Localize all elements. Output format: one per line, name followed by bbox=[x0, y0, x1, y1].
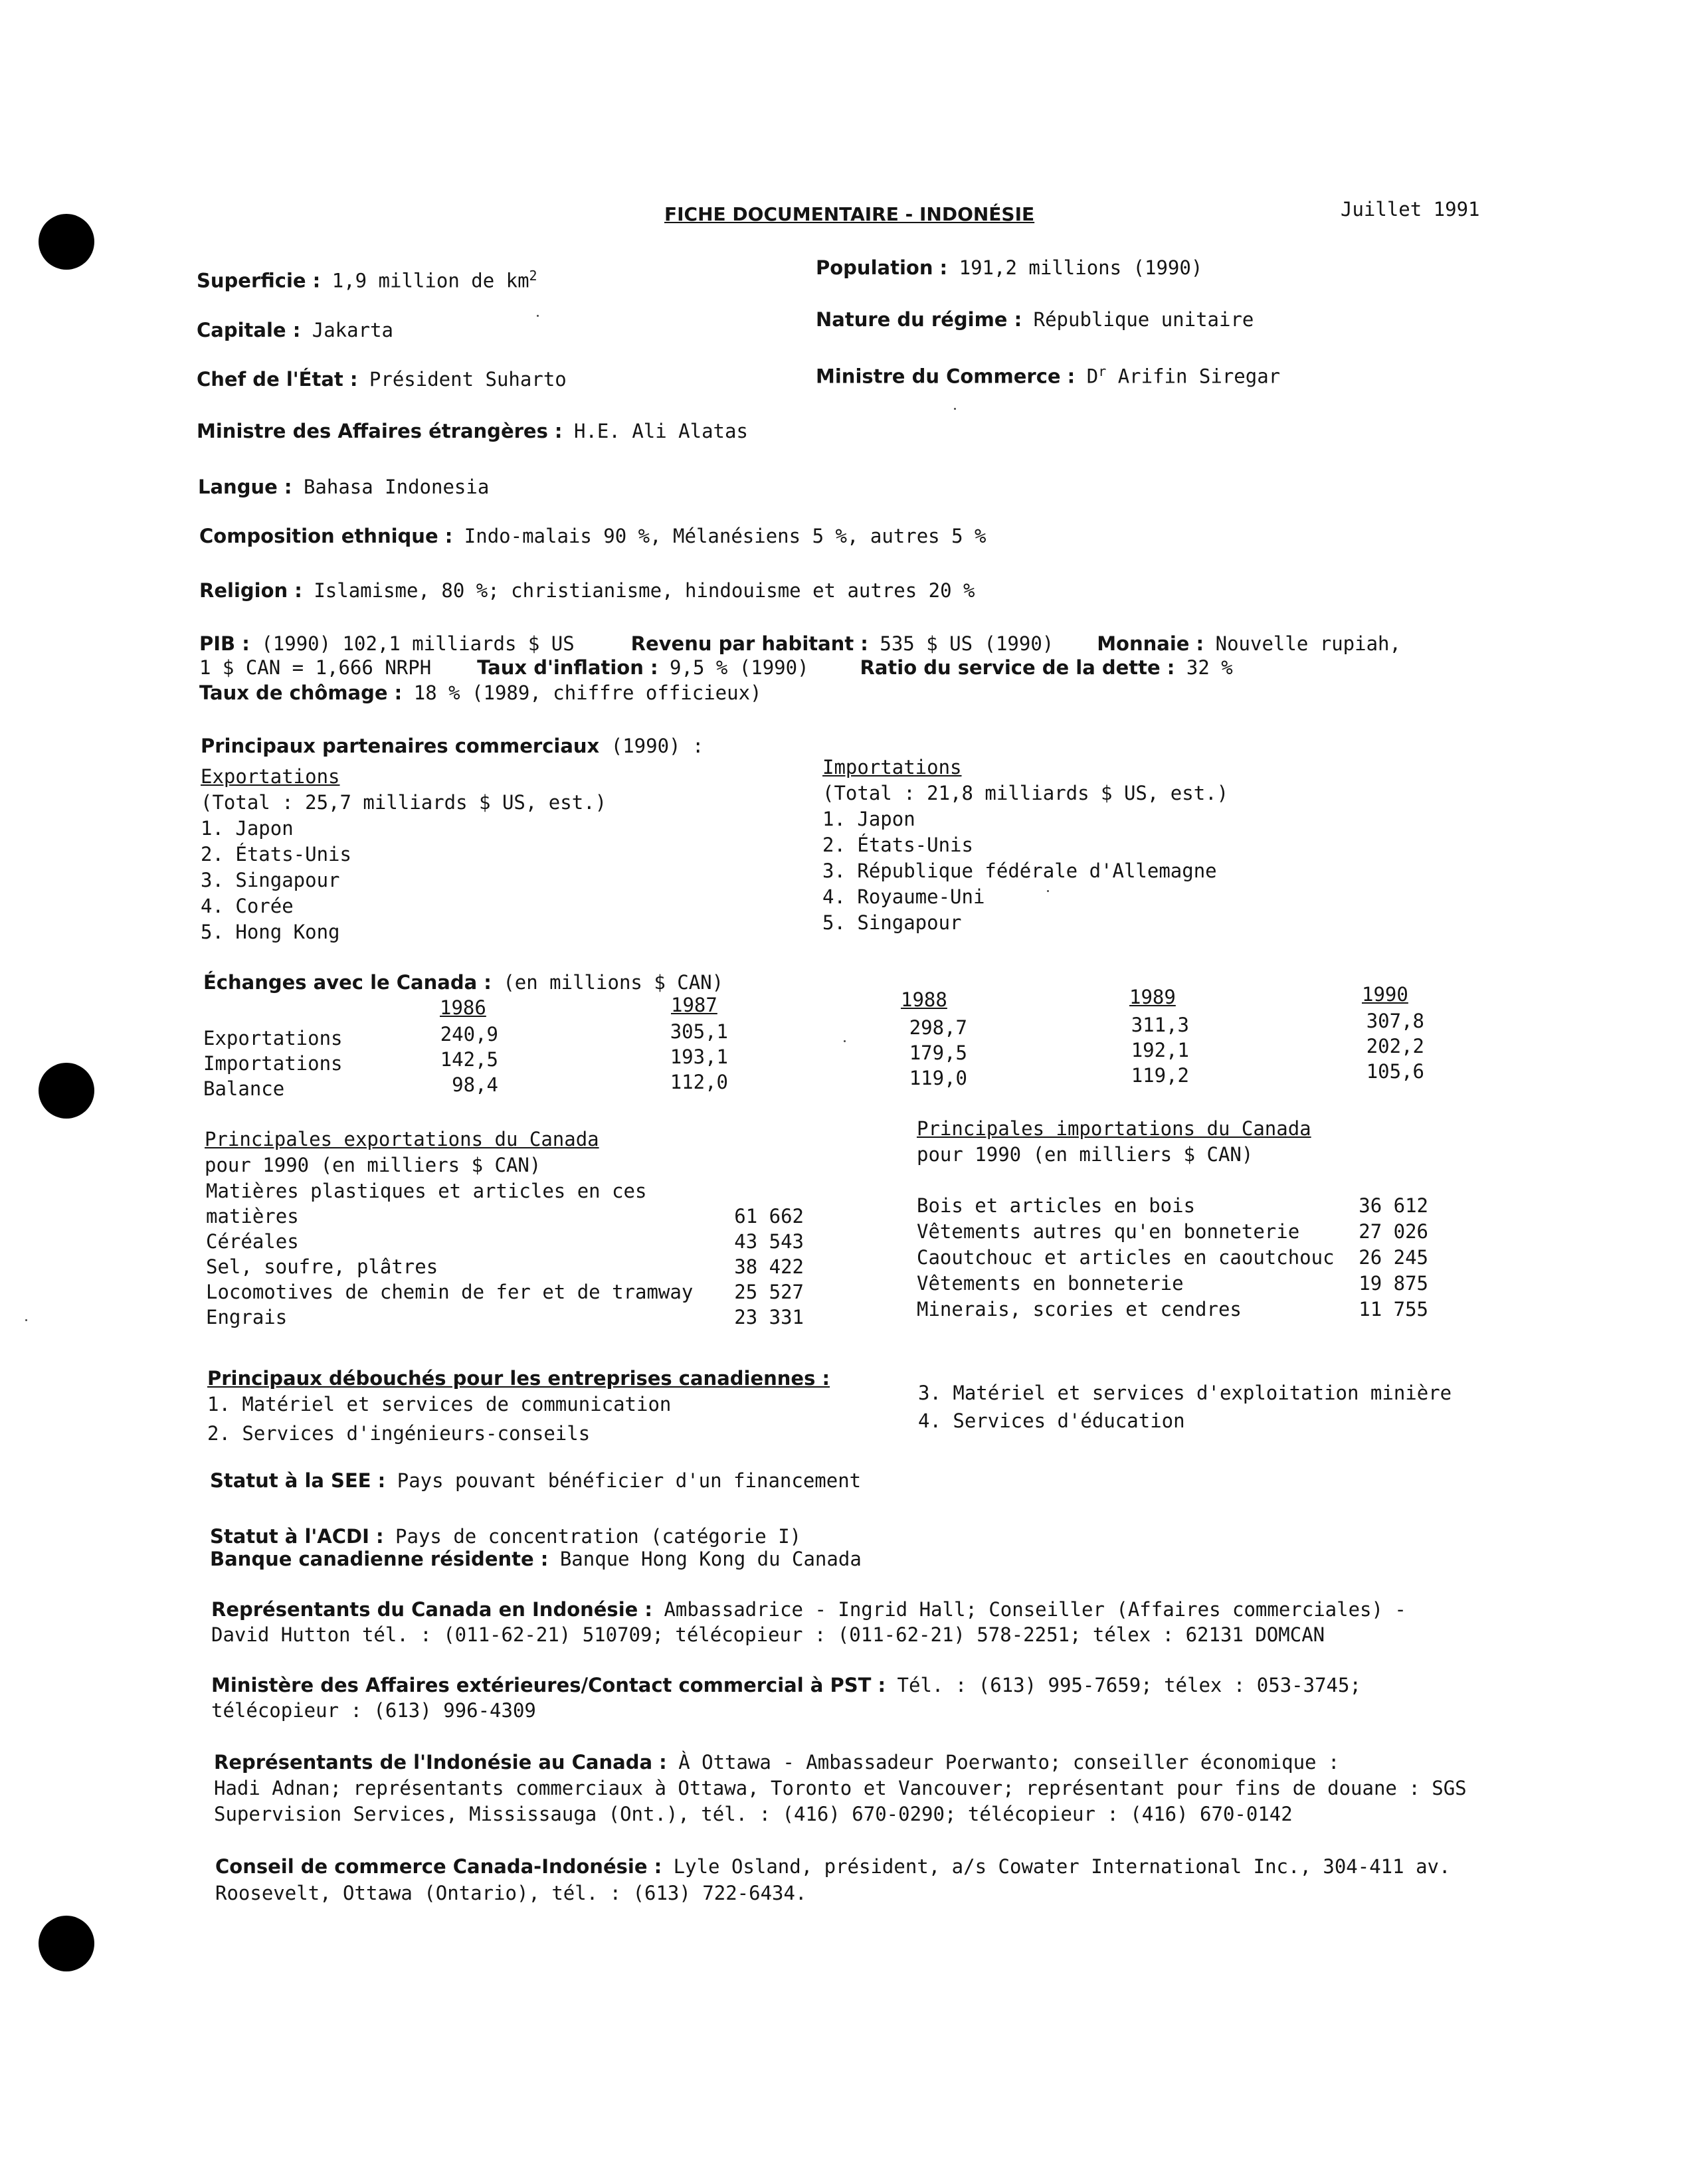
punch-hole-middle bbox=[39, 1063, 94, 1119]
langue-label: Langue : bbox=[198, 476, 292, 498]
chomage-value: 18 % (1989, chiffre officieux) bbox=[413, 682, 762, 704]
canada-imports-item-value: 19 875 bbox=[1359, 1272, 1428, 1295]
banque-label: Banque canadienne résidente : bbox=[210, 1548, 549, 1570]
canada-imports-item-label: Caoutchouc et articles en caoutchouc bbox=[917, 1246, 1335, 1269]
trade-cell: 98,4 bbox=[452, 1073, 498, 1096]
trade-cell: 119,2 bbox=[1131, 1064, 1189, 1087]
trade-year-1990: 1990 bbox=[1362, 983, 1408, 1006]
rep-canada-value: Ambassadrice - Ingrid Hall; Conseiller (Affaires commerciales) - bbox=[664, 1598, 1406, 1621]
banque-value: Banque Hong Kong du Canada bbox=[559, 1548, 862, 1570]
inflation-value: 9,5 % (1990) bbox=[670, 656, 809, 679]
rep-indonesie-line-2: Hadi Adnan; représentants commerciaux à Ottawa, Toronto et Vancouver; représentant pour fins de douane : SGS bbox=[214, 1777, 1467, 1799]
trade-row-label: Exportations bbox=[203, 1027, 343, 1049]
canada-imports-item-value: 36 612 bbox=[1359, 1194, 1428, 1217]
canada-exports-item-value: 61 662 bbox=[734, 1205, 804, 1228]
rep-indonesie-label: Représentants de l'Indonésie au Canada : bbox=[214, 1751, 667, 1774]
canada-exports-item-value: 25 527 bbox=[734, 1281, 804, 1303]
trade-cell: 298,7 bbox=[909, 1016, 967, 1039]
canada-imports-subheading: pour 1990 (en milliers $ CAN) bbox=[917, 1143, 1254, 1166]
canada-exports-item-label: Sel, soufre, plâtres bbox=[206, 1255, 438, 1278]
superficie-value: 1,9 million de km bbox=[331, 269, 529, 292]
superficie-exponent: 2 bbox=[529, 268, 537, 284]
see-status-label: Statut à la SEE : bbox=[210, 1469, 386, 1492]
trade-cell: 202,2 bbox=[1366, 1035, 1424, 1057]
ethnique-label: Composition ethnique : bbox=[199, 525, 453, 547]
partners-exports-item: 4. Corée bbox=[201, 895, 294, 917]
scan-speck bbox=[954, 408, 956, 410]
rep-canada-line-1 bbox=[211, 1597, 1406, 1622]
partners-exports-item: 1. Japon bbox=[201, 817, 294, 840]
trade-cell: 119,0 bbox=[909, 1067, 967, 1089]
ethnique-value: Indo-malais 90 %, Mélanésiens 5 %, autres 5 % bbox=[464, 525, 987, 547]
ministere-block bbox=[211, 1673, 1361, 1723]
trade-cell: 112,0 bbox=[670, 1071, 728, 1093]
opportunities-item: 3. Matériel et services d'exploitation minière bbox=[918, 1382, 1452, 1404]
opportunities-item: 2. Services d'ingénieurs-conseils bbox=[207, 1422, 591, 1445]
canada-imports bbox=[917, 1116, 1311, 1168]
partners-exports bbox=[201, 764, 607, 945]
rep-indonesie-block bbox=[214, 1750, 1467, 1827]
ministre-affaires-line bbox=[197, 418, 748, 444]
population-line bbox=[816, 255, 1202, 280]
canada-imports-heading: Principales importations du Canada bbox=[917, 1117, 1311, 1140]
dette-label: Ratio du service de la dette : bbox=[860, 656, 1175, 679]
trade-year-1986: 1986 bbox=[440, 996, 486, 1019]
canada-imports-item-label: Vêtements en bonneterie bbox=[917, 1272, 1184, 1295]
canada-imports-item-value: 11 755 bbox=[1359, 1298, 1428, 1320]
rep-canada-block bbox=[211, 1597, 1406, 1647]
conseil-line-2: Roosevelt, Ottawa (Ontario), tél. : (613) 722-6434. bbox=[215, 1882, 807, 1904]
trade-cell: 311,3 bbox=[1131, 1014, 1189, 1036]
ministre-commerce-value: Arifin Siregar bbox=[1117, 365, 1281, 388]
punch-hole-bottom bbox=[39, 1916, 94, 1971]
canada-exports-item-value: 43 543 bbox=[734, 1230, 804, 1253]
rep-indonesie-line-1 bbox=[214, 1750, 1467, 1775]
trade-heading-value: (en millions $ CAN) bbox=[503, 971, 724, 994]
taux-change: 1 $ CAN = 1,666 NRPH bbox=[199, 656, 432, 679]
document-title: FICHE DOCUMENTAIRE - INDONÉSIE bbox=[664, 203, 1035, 225]
canada-exports-item-label: matières bbox=[206, 1205, 299, 1228]
ministere-label: Ministère des Affaires extérieures/Contact commercial à PST : bbox=[211, 1674, 886, 1696]
trade-cell: 192,1 bbox=[1131, 1039, 1189, 1061]
partners-imports-item: 4. Royaume-Uni bbox=[822, 885, 985, 908]
trade-row-label: Importations bbox=[203, 1052, 343, 1075]
partners-imports-item: 3. République fédérale d'Allemagne bbox=[822, 860, 1217, 882]
canada-exports-item bbox=[206, 1254, 804, 1279]
trade-year-1989: 1989 bbox=[1129, 986, 1176, 1008]
trade-cell: 307,8 bbox=[1366, 1010, 1424, 1032]
canada-imports-item bbox=[917, 1219, 1428, 1245]
opportunities-left bbox=[207, 1390, 671, 1448]
rep-canada-line-2: David Hutton tél. : (011-62-21) 510709; télécopieur : (011-62-21) 578-2251; télex : 62131 DOMCAN bbox=[211, 1623, 1325, 1646]
trade-year-1988: 1988 bbox=[901, 988, 947, 1011]
partners-imports-heading: Importations bbox=[822, 756, 962, 778]
revenu-value: 535 $ US (1990) bbox=[880, 632, 1054, 655]
regime-label: Nature du régime : bbox=[816, 308, 1022, 331]
trade-cell: 142,5 bbox=[440, 1048, 498, 1071]
canada-imports-item-value: 27 026 bbox=[1359, 1220, 1428, 1243]
partners-heading-value: (1990) : bbox=[611, 735, 704, 757]
canada-imports-list bbox=[917, 1193, 1428, 1322]
pib-label: PIB : bbox=[199, 632, 250, 655]
ministre-commerce-title-sup: r bbox=[1098, 363, 1107, 379]
partners-imports-item: 5. Singapour bbox=[822, 911, 962, 934]
revenu-label: Revenu par habitant : bbox=[630, 632, 868, 655]
chomage-line bbox=[199, 680, 762, 705]
ministre-commerce-label: Ministre du Commerce : bbox=[816, 365, 1076, 388]
partners-exports-total: (Total : 25,7 milliards $ US, est.) bbox=[201, 791, 607, 814]
canada-exports bbox=[205, 1127, 599, 1178]
ministere-value: Tél. : (613) 995-7659; télex : 053-3745; bbox=[897, 1674, 1361, 1696]
canada-imports-item-label: Minerais, scories et cendres bbox=[917, 1298, 1242, 1320]
canada-imports-item-value: 26 245 bbox=[1359, 1246, 1428, 1269]
conseil-line-1 bbox=[215, 1853, 1450, 1880]
capitale-label: Capitale : bbox=[197, 319, 301, 341]
opportunities-right bbox=[918, 1379, 1452, 1435]
religion-label: Religion : bbox=[199, 579, 302, 602]
trade-cell: 240,9 bbox=[440, 1023, 498, 1046]
rep-indonesie-value: À Ottawa - Ambassadeur Poerwanto; conseiller économique : bbox=[678, 1751, 1340, 1774]
opportunities-item: 1. Matériel et services de communication bbox=[207, 1393, 672, 1415]
conseil-block bbox=[215, 1853, 1450, 1906]
canada-exports-item bbox=[206, 1279, 804, 1305]
chef-etat-value: Président Suharto bbox=[369, 368, 567, 391]
opportunities-heading: Principaux débouchés pour les entreprises canadiennes : bbox=[207, 1367, 830, 1390]
canada-exports-item bbox=[206, 1178, 804, 1204]
trade-heading-label: Échanges avec le Canada : bbox=[203, 971, 492, 994]
inflation-label: Taux d'inflation : bbox=[477, 656, 658, 679]
canada-exports-heading: Principales exportations du Canada bbox=[205, 1128, 599, 1150]
capitale-value: Jakarta bbox=[312, 319, 393, 341]
trade-year-1987: 1987 bbox=[671, 994, 717, 1016]
langue-value: Bahasa Indonesia bbox=[303, 476, 490, 498]
trade-cell: 105,6 bbox=[1366, 1060, 1424, 1083]
rep-indonesie-line-3: Supervision Services, Mississauga (Ont.), tél. : (416) 670-0290; télécopieur : (416) 670-0142 bbox=[214, 1803, 1293, 1825]
pib-value: (1990) 102,1 milliards $ US bbox=[261, 632, 575, 655]
canada-exports-item bbox=[206, 1204, 804, 1229]
trade-row-label: Balance bbox=[203, 1077, 285, 1100]
superficie-line bbox=[197, 263, 537, 294]
canada-imports-item bbox=[917, 1271, 1428, 1297]
canada-exports-item-label: Engrais bbox=[206, 1306, 288, 1328]
punch-hole-top bbox=[39, 214, 94, 270]
canada-exports-item-label: Matières plastiques et articles en ces bbox=[206, 1180, 647, 1202]
canada-exports-item-label: Locomotives de chemin de fer et de tramway bbox=[206, 1281, 694, 1303]
rep-canada-label: Représentants du Canada en Indonésie : bbox=[211, 1598, 652, 1621]
inflation-line bbox=[199, 655, 1233, 680]
trade-heading bbox=[203, 970, 723, 995]
partners-imports-item: 1. Japon bbox=[822, 808, 915, 830]
chomage-label: Taux de chômage : bbox=[199, 682, 403, 704]
opportunities-item: 4. Services d'éducation bbox=[918, 1410, 1185, 1432]
canada-exports-subheading: pour 1990 (en milliers $ CAN) bbox=[205, 1154, 541, 1176]
pib-line bbox=[199, 631, 1401, 656]
trade-cell: 305,1 bbox=[670, 1020, 728, 1043]
ministre-commerce-title: D bbox=[1086, 365, 1099, 388]
population-label: Population : bbox=[816, 256, 948, 279]
canada-exports-item bbox=[206, 1305, 804, 1330]
acdi-status-line bbox=[210, 1524, 801, 1549]
monnaie-value: Nouvelle rupiah, bbox=[1215, 632, 1401, 655]
canada-exports-item bbox=[206, 1229, 804, 1254]
acdi-status-label: Statut à l'ACDI : bbox=[210, 1525, 384, 1548]
document-date: Juillet 1991 bbox=[1341, 198, 1480, 221]
capitale-line bbox=[197, 318, 393, 343]
partners-imports-item: 2. États-Unis bbox=[822, 834, 973, 856]
ethnique-line bbox=[199, 523, 986, 549]
canada-exports-item-label: Céréales bbox=[206, 1230, 299, 1253]
regime-value: République unitaire bbox=[1033, 308, 1254, 331]
partners-exports-heading: Exportations bbox=[201, 765, 340, 788]
trade-cell: 179,5 bbox=[909, 1042, 967, 1064]
superficie-label: Superficie : bbox=[197, 269, 321, 292]
banque-line bbox=[210, 1546, 862, 1572]
canada-imports-item-label: Bois et articles en bois bbox=[917, 1194, 1196, 1217]
partners-exports-item: 5. Hong Kong bbox=[201, 921, 340, 943]
ministre-affaires-label: Ministre des Affaires étrangères : bbox=[197, 420, 563, 442]
canada-exports-item-value: 38 422 bbox=[734, 1255, 804, 1278]
partners-exports-item: 3. Singapour bbox=[201, 869, 340, 891]
ministre-affaires-value: H.E. Ali Alatas bbox=[574, 420, 748, 442]
langue-line bbox=[198, 474, 489, 500]
dette-value: 32 % bbox=[1186, 656, 1233, 679]
religion-value: Islamisme, 80 %; christianisme, hindouisme et autres 20 % bbox=[314, 579, 975, 602]
scan-speck bbox=[537, 315, 539, 317]
partners-heading-label: Principaux partenaires commerciaux bbox=[201, 735, 600, 757]
monnaie-label: Monnaie : bbox=[1097, 632, 1204, 655]
ministre-commerce-line bbox=[816, 359, 1280, 389]
regime-line bbox=[816, 307, 1254, 332]
conseil-label: Conseil de commerce Canada-Indonésie : bbox=[215, 1855, 662, 1878]
ministere-line-2: télécopieur : (613) 996-4309 bbox=[211, 1699, 536, 1722]
partners-heading bbox=[201, 733, 704, 759]
religion-line bbox=[199, 578, 975, 603]
canada-exports-list bbox=[206, 1178, 804, 1330]
trade-cell: 193,1 bbox=[670, 1046, 728, 1068]
conseil-value: Lyle Osland, président, a/s Cowater International Inc., 304-411 av. bbox=[673, 1855, 1451, 1878]
canada-imports-item bbox=[917, 1245, 1428, 1271]
population-value: 191,2 millions (1990) bbox=[959, 256, 1203, 279]
canada-exports-item-value: 23 331 bbox=[734, 1306, 804, 1328]
see-status-line bbox=[210, 1468, 861, 1493]
see-status-value: Pays pouvant bénéficier d'un financement bbox=[397, 1469, 862, 1492]
acdi-status-value: Pays de concentration (catégorie I) bbox=[395, 1525, 802, 1548]
scan-speck bbox=[844, 1040, 846, 1042]
canada-imports-item bbox=[917, 1193, 1428, 1219]
ministere-line-1 bbox=[211, 1673, 1361, 1698]
partners-imports-total: (Total : 21,8 milliards $ US, est.) bbox=[822, 782, 1229, 804]
chef-etat-label: Chef de l'État : bbox=[197, 368, 358, 391]
scan-speck bbox=[25, 1319, 27, 1321]
canada-imports-item bbox=[917, 1297, 1428, 1322]
partners-exports-item: 2. États-Unis bbox=[201, 843, 351, 865]
partners-imports bbox=[822, 755, 1228, 936]
canada-imports-item-label: Vêtements autres qu'en bonneterie bbox=[917, 1220, 1300, 1243]
chef-etat-line bbox=[197, 367, 567, 392]
